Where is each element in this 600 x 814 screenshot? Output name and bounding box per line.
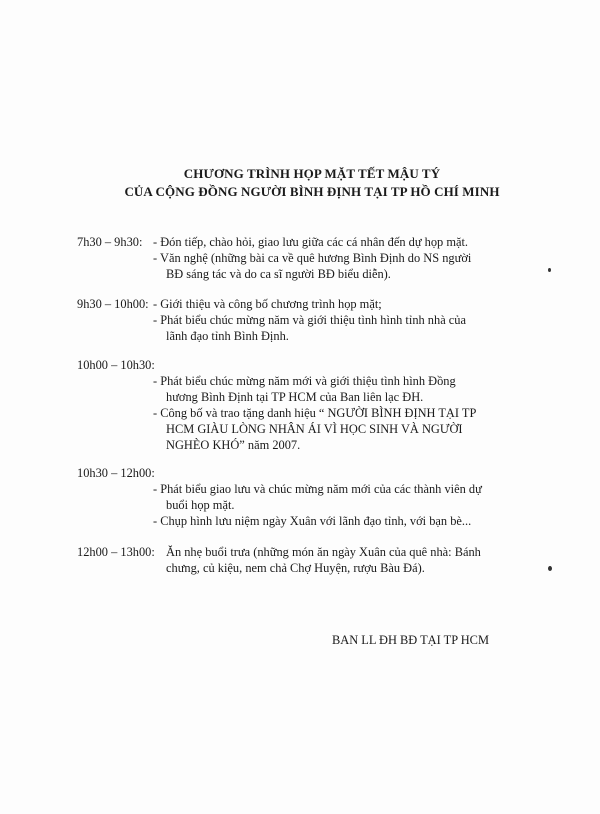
item-line: buổi họp mặt.	[166, 498, 235, 512]
item-line: - Giới thiệu và công bố chương trình họp mặt;	[153, 297, 382, 311]
item-line: - Phát biểu chúc mừng năm và giới thiệu tình hình tỉnh nhà của	[153, 313, 466, 327]
time-slot-5: 12h00 – 13h00:	[77, 545, 155, 559]
item-line: - Công bố và trao tặng danh hiệu “ NGƯỜI BÌNH ĐỊNH TẠI TP	[153, 406, 477, 420]
time-slot-4: 10h30 – 12h00:	[77, 466, 155, 480]
item-line: NGHÈO KHÓ” năm 2007.	[166, 438, 301, 452]
signature: BAN LL ĐH BĐ TẠI TP HCM	[332, 633, 489, 647]
item-line: - Phát biểu giao lưu và chúc mừng năm mới của các thành viên dự	[153, 482, 482, 496]
item-line: - Phát biểu chúc mừng năm mới và giới thiệu tình hình Đồng	[153, 374, 456, 388]
scan-speck	[548, 566, 552, 571]
item-line: BĐ sáng tác và do ca sĩ người BĐ biểu diễn).	[166, 267, 391, 281]
item-line: Ăn nhẹ buổi trưa (những món ăn ngày Xuân của quê nhà: Bánh	[166, 545, 481, 559]
item-line: lãnh đạo tỉnh Bình Định.	[166, 329, 289, 343]
item-line: - Chụp hình lưu niệm ngày Xuân với lãnh đạo tỉnh, với bạn bè...	[153, 514, 472, 528]
time-slot-2: 9h30 – 10h00:	[77, 297, 149, 311]
item-line: - Văn nghệ (những bài ca về quê hương Bình Định do NS người	[153, 251, 472, 265]
title-line-2: CỦA CỘNG ĐỒNG NGƯỜI BÌNH ĐỊNH TẠI TP HỒ CHÍ MINH	[124, 184, 500, 199]
time-slot-1: 7h30 – 9h30:	[77, 235, 143, 249]
title-line-1: CHƯƠNG TRÌNH HỌP MẶT TẾT MẬU TÝ	[183, 166, 441, 181]
item-line: hương Bình Định tại TP HCM của Ban liên lạc ĐH.	[166, 390, 424, 404]
item-line: HCM GIÀU LÒNG NHÂN ÁI VÌ HỌC SINH VÀ NGƯỜI	[166, 422, 463, 436]
item-line: - Đón tiếp, chào hỏi, giao lưu giữa các cá nhân đến dự họp mặt.	[153, 235, 469, 249]
scan-speck	[548, 268, 551, 272]
time-slot-3: 10h00 – 10h30:	[77, 358, 155, 372]
item-line: chưng, củ kiệu, nem chả Chợ Huyện, rượu Bàu Đá).	[166, 561, 425, 575]
